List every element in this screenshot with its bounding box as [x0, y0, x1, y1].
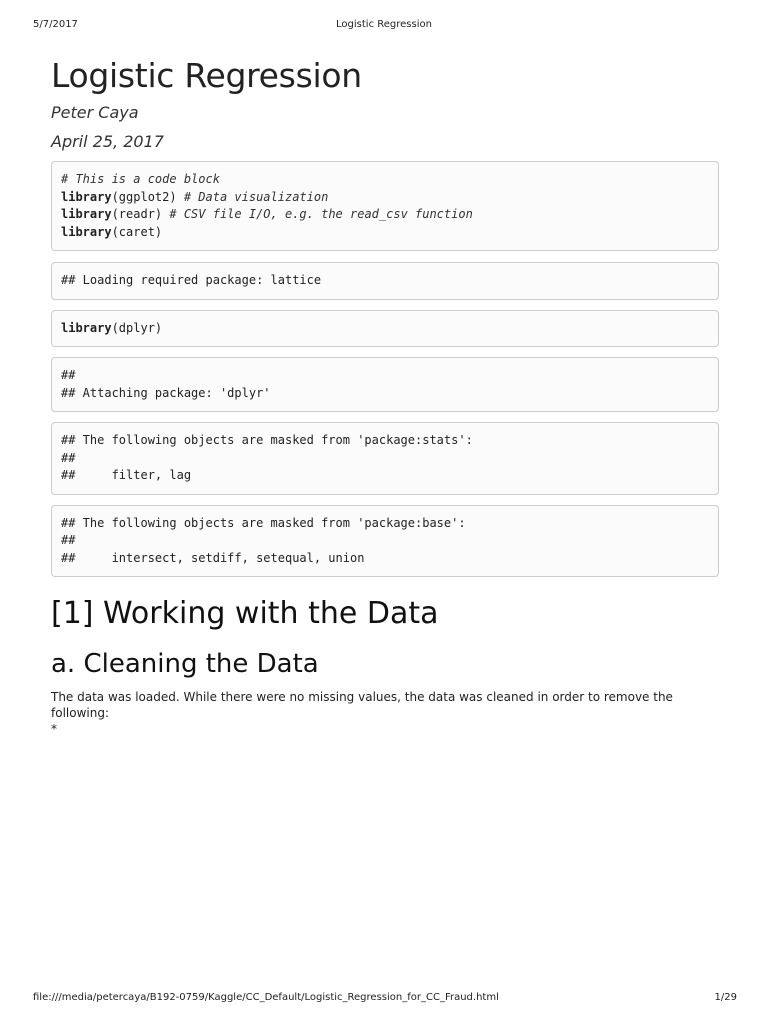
- code-keyword: library: [61, 207, 112, 221]
- output-block-lattice: ## Loading required package: lattice: [51, 262, 719, 300]
- code-text: (dplyr): [111, 320, 163, 335]
- code-comment: # CSV file I/O, e.g. the read_csv function: [169, 207, 473, 221]
- output-block-masked-stats: ## The following objects are masked from 'package:stats': ## ## filter, lag: [51, 422, 719, 495]
- code-comment: # Data visualization: [183, 189, 329, 204]
- document-date: April 25, 2017: [51, 132, 164, 151]
- paragraph: The data was loaded. While there were no missing values, the data was cleaned in order to remove the following: *: [51, 690, 673, 736]
- code-keyword: library: [61, 189, 112, 204]
- code-block-libraries: [51, 161, 719, 251]
- page-number: 1/29: [714, 992, 737, 1003]
- code-text: (ggplot2): [111, 189, 184, 204]
- code-keyword: library: [61, 320, 112, 335]
- code-keyword: library: [61, 224, 112, 239]
- code-block-dplyr: [51, 310, 719, 348]
- print-header: [0, 16, 768, 32]
- code-text: (caret): [111, 224, 163, 239]
- output-block-attaching: ## ## Attaching package: 'dplyr': [51, 357, 719, 412]
- document-body: [51, 56, 719, 737]
- output-block-masked-base: ## The following objects are masked from 'package:base': ## ## intersect, setdiff, setequal, union: [51, 505, 719, 578]
- subsection-heading: a. Cleaning the Data: [51, 649, 319, 679]
- print-url: file:///media/petercaya/B192-0759/Kaggle/CC_Default/Logistic_Regression_for_CC_Fraud.html: [33, 992, 499, 1003]
- document-title: Logistic Regression: [51, 56, 362, 95]
- print-date: 5/7/2017: [33, 19, 78, 30]
- print-footer: [0, 992, 768, 1006]
- section-heading: [1] Working with the Data: [51, 596, 439, 631]
- code-text: (readr): [111, 207, 170, 221]
- document-author: Peter Caya: [51, 103, 139, 122]
- print-title: Logistic Regression: [336, 19, 432, 30]
- code-comment: # This is a code block: [61, 172, 220, 186]
